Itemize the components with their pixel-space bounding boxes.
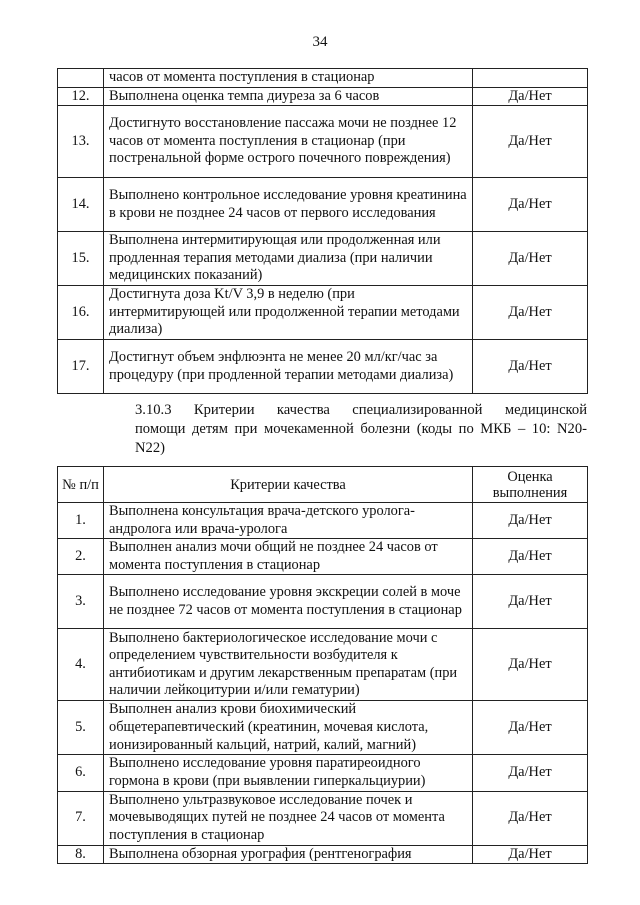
section-heading <box>57 401 587 458</box>
row-number: 14. <box>58 178 104 232</box>
row-number <box>58 69 104 88</box>
result-value: Да/Нет <box>473 755 588 791</box>
quality-criteria-table-continued <box>57 68 588 394</box>
result-value: Да/Нет <box>473 701 588 755</box>
row-number: 1. <box>58 503 104 539</box>
table-row <box>58 87 588 106</box>
section-heading-line: 3.10.3 Критерии качества специализированной медицинской <box>135 402 587 418</box>
result-value: Да/Нет <box>473 503 588 539</box>
table-header-row <box>58 467 588 503</box>
row-number: 5. <box>58 701 104 755</box>
criterion-text: Выполнено ультразвуковое исследование почек и мочевыводящих путей не позднее 24 часов от момента поступления в стационар <box>104 791 473 845</box>
criterion-text: Выполнена интермитирующая или продолженная или продленная терапия методами диализа (при наличии медицинских показаний) <box>104 232 473 286</box>
row-number: 4. <box>58 629 104 701</box>
result-value: Да/Нет <box>473 286 588 340</box>
criterion-text: Выполнено исследование уровня паратиреоидного гормона в крови (при выявлении гиперкальциурии) <box>104 755 473 791</box>
result-value: Да/Нет <box>473 106 588 178</box>
result-value: Да/Нет <box>473 539 588 575</box>
table2-body <box>58 503 588 864</box>
table-row <box>58 232 588 286</box>
result-value: Да/Нет <box>473 629 588 701</box>
section-heading-line: помощи детям при мочекаменной болезни (коды по МКБ – 10: N20- <box>135 421 587 437</box>
result-value: Да/Нет <box>473 178 588 232</box>
criterion-text: часов от момента поступления в стационар <box>104 69 473 88</box>
row-number: 12. <box>58 87 104 106</box>
criterion-text: Выполнена консультация врача-детского уролога-андролога или врача-уролога <box>104 503 473 539</box>
criterion-text: Достигнута доза Kt/V 3,9 в неделю (при интермитирующей или продолженной терапии методами диализа) <box>104 286 473 340</box>
result-value: Да/Нет <box>473 340 588 394</box>
header-criterion: Критерии качества <box>104 467 473 503</box>
criterion-text: Выполнена обзорная урография (рентгенография <box>104 845 473 864</box>
criterion-text: Выполнено бактериологическое исследование мочи с определением чувствительности возбудителя к антибиотикам и другим лекарственным препаратам (при наличии лейкоцитурии и/или гематурии) <box>104 629 473 701</box>
criterion-text: Достигнут объем энфлюэнта не менее 20 мл/кг/час за процедуру (при продленной терапии методами диализа) <box>104 340 473 394</box>
result-value: Да/Нет <box>473 791 588 845</box>
result-value: Да/Нет <box>473 87 588 106</box>
row-number: 15. <box>58 232 104 286</box>
row-number: 16. <box>58 286 104 340</box>
table1-body <box>58 69 588 394</box>
quality-criteria-table <box>57 466 588 864</box>
criterion-text: Выполнено исследование уровня экскреции солей в моче не позднее 72 часов от момента поступления в стационар <box>104 575 473 629</box>
row-number: 7. <box>58 791 104 845</box>
table-row <box>58 539 588 575</box>
criterion-text: Выполнена оценка темпа диуреза за 6 часов <box>104 87 473 106</box>
table-row <box>58 69 588 88</box>
result-value: Да/Нет <box>473 232 588 286</box>
table-row <box>58 791 588 845</box>
row-number: 6. <box>58 755 104 791</box>
result-value <box>473 69 588 88</box>
table2-header <box>58 467 588 503</box>
criterion-text: Достигнуто восстановление пассажа мочи не позднее 12 часов от момента поступления в стационар (при постренальной форме острого почечного повреждения) <box>104 106 473 178</box>
row-number: 3. <box>58 575 104 629</box>
table-row <box>58 845 588 864</box>
table-row <box>58 503 588 539</box>
result-value: Да/Нет <box>473 845 588 864</box>
criterion-text: Выполнен анализ крови биохимический общетерапевтический (креатинин, мочевая кислота, ионизированный кальций, натрий, калий, магний) <box>104 701 473 755</box>
table-row <box>58 755 588 791</box>
section-heading-line: N22) <box>135 440 165 456</box>
row-number: 13. <box>58 106 104 178</box>
table-row <box>58 178 588 232</box>
header-result: Оценка выполнения <box>473 467 588 503</box>
table-row <box>58 286 588 340</box>
criterion-text: Выполнен анализ мочи общий не позднее 24 часов от момента поступления в стационар <box>104 539 473 575</box>
page-number: 34 <box>312 34 328 50</box>
table-row <box>58 106 588 178</box>
row-number: 17. <box>58 340 104 394</box>
criterion-text: Выполнено контрольное исследование уровня креатинина в крови не позднее 24 часов от первого исследования <box>104 178 473 232</box>
header-number: № п/п <box>58 467 104 503</box>
row-number: 8. <box>58 845 104 864</box>
table-row <box>58 629 588 701</box>
table-row <box>58 701 588 755</box>
table-row <box>58 575 588 629</box>
row-number: 2. <box>58 539 104 575</box>
table-row <box>58 340 588 394</box>
result-value: Да/Нет <box>473 575 588 629</box>
